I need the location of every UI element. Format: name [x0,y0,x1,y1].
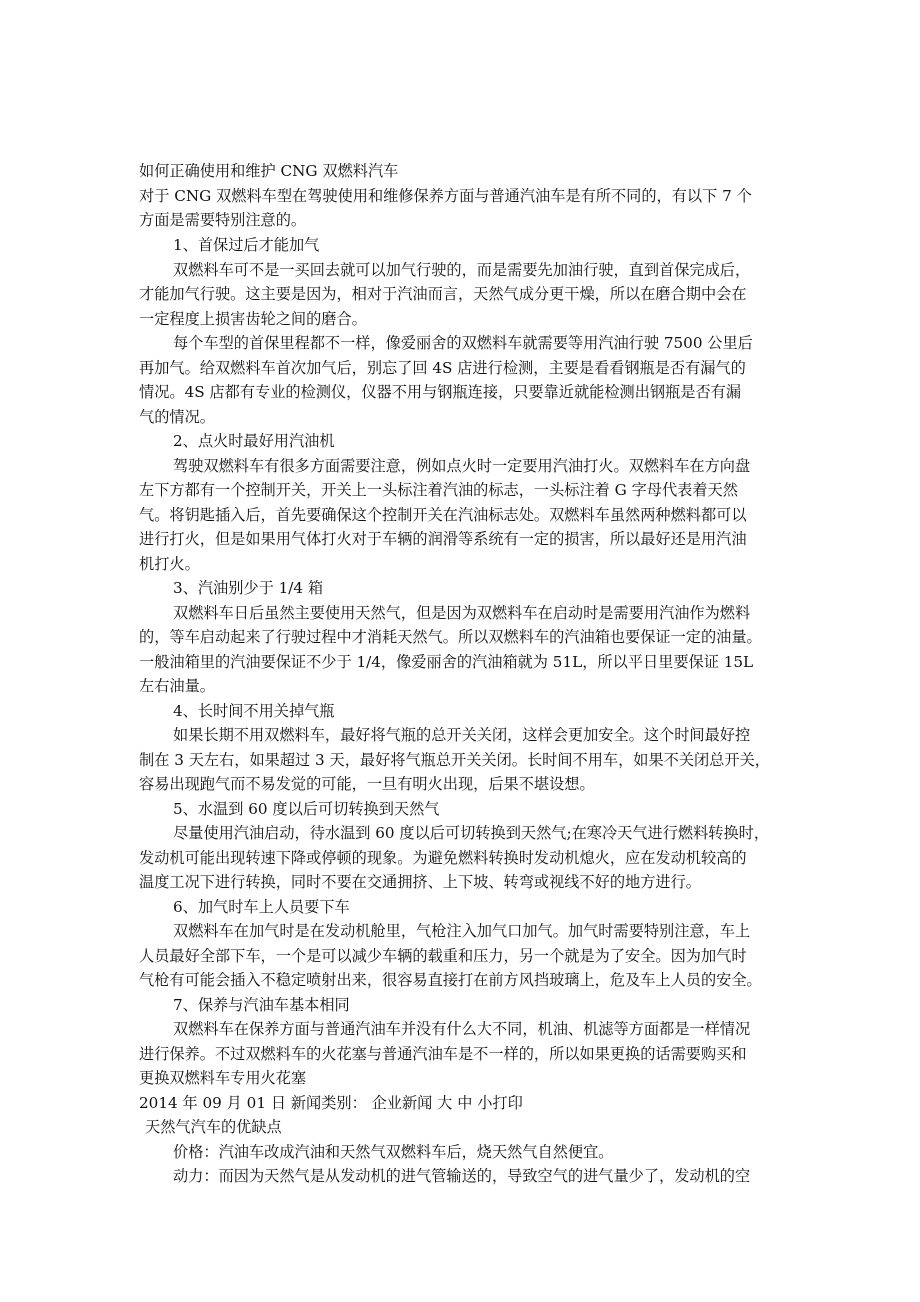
paragraph-line: 每个车型的首保里程都不一样，像爱丽舍的双燃料车就需要等用汽油行驶 7500 公里后 [173,334,753,352]
paragraph-line: 进行打火，但是如果用气体打火对于车辆的润滑等系统有一定的损害，所以最好还是用汽油 [139,530,747,548]
paragraph-line: 尽量使用汽油启动，待水温到 60 度以后可切转换到天然气;在寒冷天气进行燃料转换时， [173,824,770,842]
paragraph-line: 温度工况下进行转换，同时不要在交通拥挤、上下坡、转弯或视线不好的地方进行。 [139,873,701,891]
paragraph-line: 人员最好全部下车，一个是可以减少车辆的载重和压力，另一个就是为了安全。因为加气时 [139,947,747,965]
paragraph-line: 更换双燃料车专用火花塞 [139,1069,307,1087]
paragraph-line: 驾驶双燃料车有很多方面需要注意，例如点火时一定要用汽油打火。双燃料车在方向盘 [173,457,751,475]
subtitle: 天然气汽车的优缺点 [145,1118,282,1136]
meta-line: 2014 年 09 月 01 日 新闻类别： 企业新闻 大 中 小打印 [139,1094,523,1112]
intro-line: 方面是需要特别注意的。 [139,211,307,229]
paragraph-line: 双燃料车在加气时是在发动机舱里，气枪注入加气口加气。加气时需要特别注意，车上 [173,922,751,940]
intro-line: 对于 CNG 双燃料车型在驾驶使用和维修保养方面与普通汽油车是有所不同的，有以下 7 个 [139,187,752,205]
paragraph-line: 动力：而因为天然气是从发动机的进气管输送的，导致空气的进气量少了，发动机的空 [173,1167,751,1185]
paragraph-line: 如果长期不用双燃料车，最好将气瓶的总开关关闭，这样会更加安全。这个时间最好控 [173,726,751,744]
paragraph-line: 进行保养。不过双燃料车的火花塞与普通汽油车是不一样的，所以如果更换的话需要购买和 [139,1045,747,1063]
paragraph-line: 机打火。 [139,555,200,573]
paragraph-line: 才能加气行驶。这主要是因为，相对于汽油而言，天然气成分更干燥，所以在磨合期中会在 [139,285,747,303]
paragraph-line: 发动机可能出现转速下降或停顿的现象。为避免燃料转换时发动机熄火，应在发动机较高的 [139,849,747,867]
paragraph-line: 双燃料车日后虽然主要使用天然气，但是因为双燃料车在启动时是需要用汽油作为燃料 [173,604,751,622]
document-title: 如何正确使用和维护 CNG 双燃料汽车 [139,162,399,180]
section-heading: 1、首保过后才能加气 [173,236,320,254]
paragraph-line: 气。将钥匙插入后，首先要确保这个控制开关在汽油标志处。双燃料车虽然两种燃料都可以 [139,506,747,524]
paragraph-line: 双燃料车可不是一买回去就可以加气行驶的，而是需要先加油行驶，直到首保完成后， [173,261,751,279]
paragraph-line: 一般油箱里的汽油要保证不少于 1/4，像爱丽舍的汽油箱就为 51L，所以平日里要保证 15L [139,653,754,671]
paragraph-line: 气的情况。 [139,408,215,426]
section-heading: 6、加气时车上人员要下车 [173,898,350,916]
section-heading: 2、点火时最好用汽油机 [173,432,335,450]
paragraph-line: 价格：汽油车改成汽油和天然气双燃料车后，烧天然气自然便宜。 [173,1143,614,1161]
paragraph-line: 一定程度上损害齿轮之间的磨合。 [139,310,367,328]
paragraph-line: 左下方都有一个控制开关，开关上一头标注着汽油的标志，一头标注着 G 字母代表着天然 [139,481,738,499]
paragraph-line: 气枪有可能会插入不稳定喷射出来，很容易直接打在前方风挡玻璃上，危及车上人员的安全。 [139,971,762,989]
paragraph-line: 情况。4S 店都有专业的检测仪，仪器不用与钢瓶连接，只要靠近就能检测出钢瓶是否有漏 [139,383,742,401]
paragraph-line: 制在 3 天左右，如果超过 3 天，最好将气瓶总开关关闭。长时间不用车，如果不关闭总开关， [139,751,770,769]
paragraph-line: 再加气。给双燃料车首次加气后，别忘了回 4S 店进行检测，主要是看看钢瓶是否有漏气的 [139,359,746,377]
section-heading: 4、长时间不用关掉气瓶 [173,702,335,720]
section-heading: 5、水温到 60 度以后可切转换到天然气 [173,800,440,818]
section-heading: 7、保养与汽油车基本相同 [173,996,350,1014]
paragraph-line: 容易出现跑气而不易发觉的可能，一旦有明火出现，后果不堪设想。 [139,775,595,793]
paragraph-line: 左右油量。 [139,677,215,695]
section-heading: 3、汽油别少于 1/4 箱 [173,579,324,597]
paragraph-line: 的，等车启动起来了行驶过程中才消耗天然气。所以双燃料车的汽油箱也要保证一定的油量。 [139,628,762,646]
paragraph-line: 双燃料车在保养方面与普通汽油车并没有什么大不同，机油、机滤等方面都是一样情况 [173,1020,751,1038]
